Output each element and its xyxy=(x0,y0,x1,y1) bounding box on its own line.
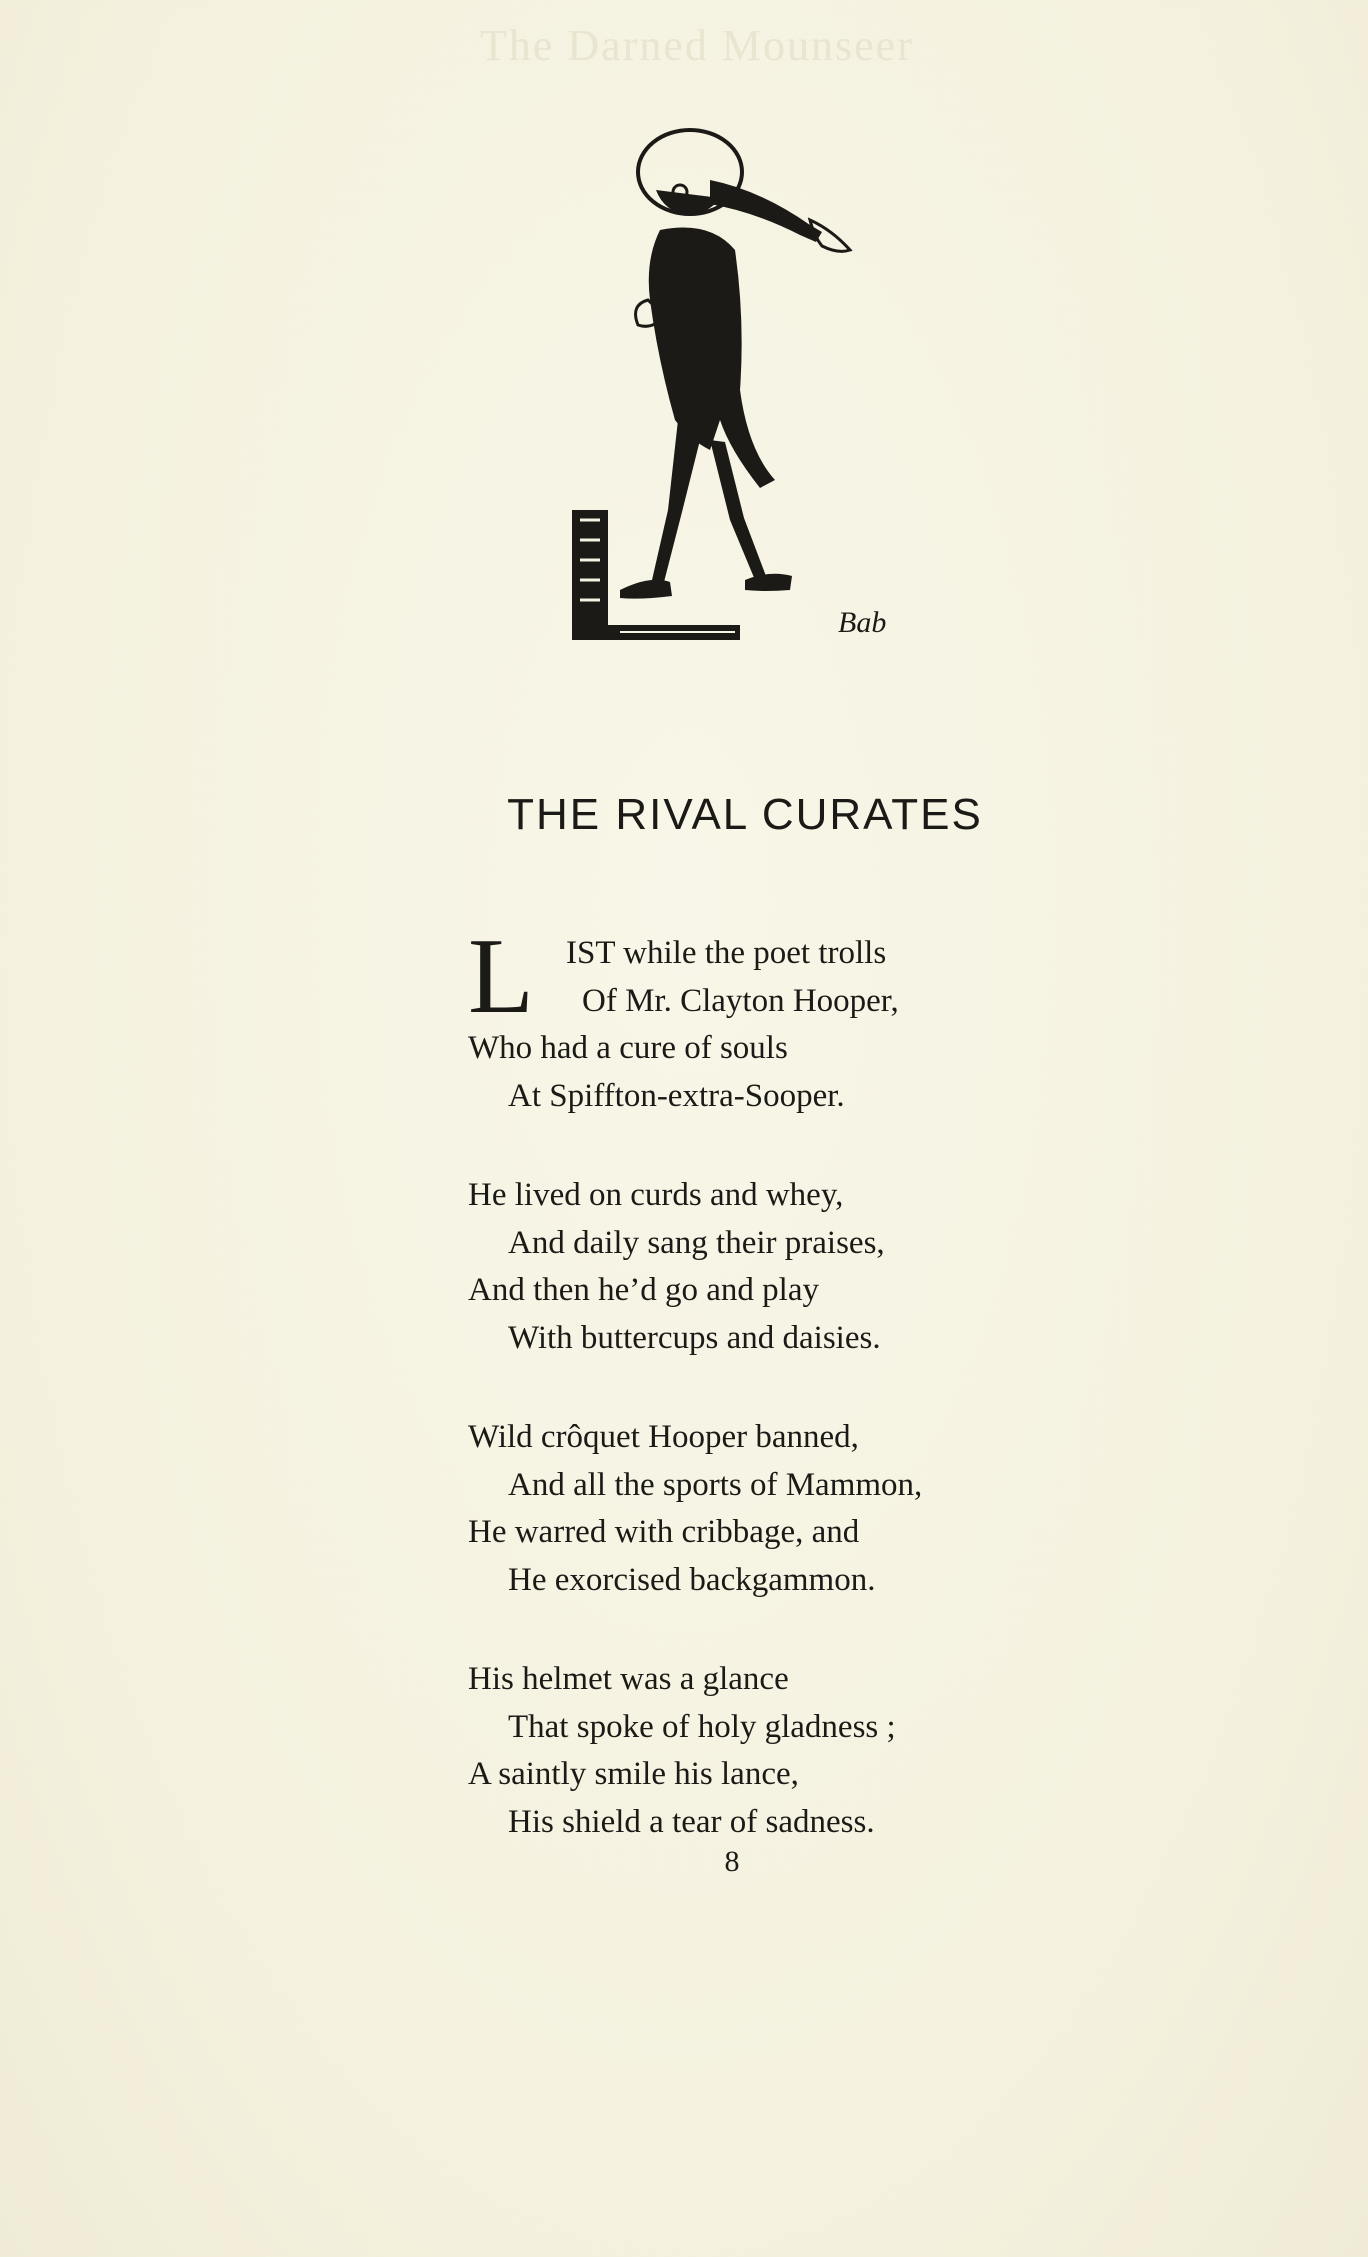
poem-line: At Spiffton-extra-Sooper. xyxy=(508,1077,845,1114)
poem-line: He warred with cribbage, and xyxy=(468,1514,860,1550)
poem-line: With buttercups and daisies. xyxy=(508,1319,881,1356)
poem-line: That spoke of holy gladness ; xyxy=(508,1708,896,1745)
poem-line: He lived on curds and whey, xyxy=(468,1177,844,1213)
page-number: 8 xyxy=(724,1845,740,1878)
poem-line: He exorcised backgammon. xyxy=(508,1561,876,1598)
poem-stanza xyxy=(468,917,1168,1120)
drop-cap: L xyxy=(468,917,534,1036)
poem-body xyxy=(468,917,1168,1898)
poem-line: IST while the poet trolls xyxy=(566,935,887,971)
poem-line: Who had a cure of souls xyxy=(468,1030,788,1066)
poem-line: Of Mr. Clayton Hooper, xyxy=(582,982,899,1019)
poem-line: His shield a tear of sadness. xyxy=(508,1803,875,1840)
poem-stanza xyxy=(468,1414,1168,1604)
poem-line: And then he’d go and play xyxy=(468,1272,819,1308)
poem-stanza xyxy=(468,1172,1168,1362)
poem-stanza xyxy=(468,1656,1168,1846)
poem-line: And daily sang their praises, xyxy=(508,1224,885,1261)
bleed-through-header: The Darned Mounseer xyxy=(480,21,914,70)
poem-line: His helmet was a glance xyxy=(468,1661,789,1697)
poem-line: And all the sports of Mammon, xyxy=(508,1466,923,1503)
poem-line: Wild crôquet Hooper banned, xyxy=(468,1419,859,1455)
illustration-signature: Bab xyxy=(838,606,887,639)
illustration-curate-drawing xyxy=(560,120,920,660)
page-title: THE RIVAL CURATES xyxy=(507,790,983,839)
poem-line: A saintly smile his lance, xyxy=(468,1756,799,1792)
